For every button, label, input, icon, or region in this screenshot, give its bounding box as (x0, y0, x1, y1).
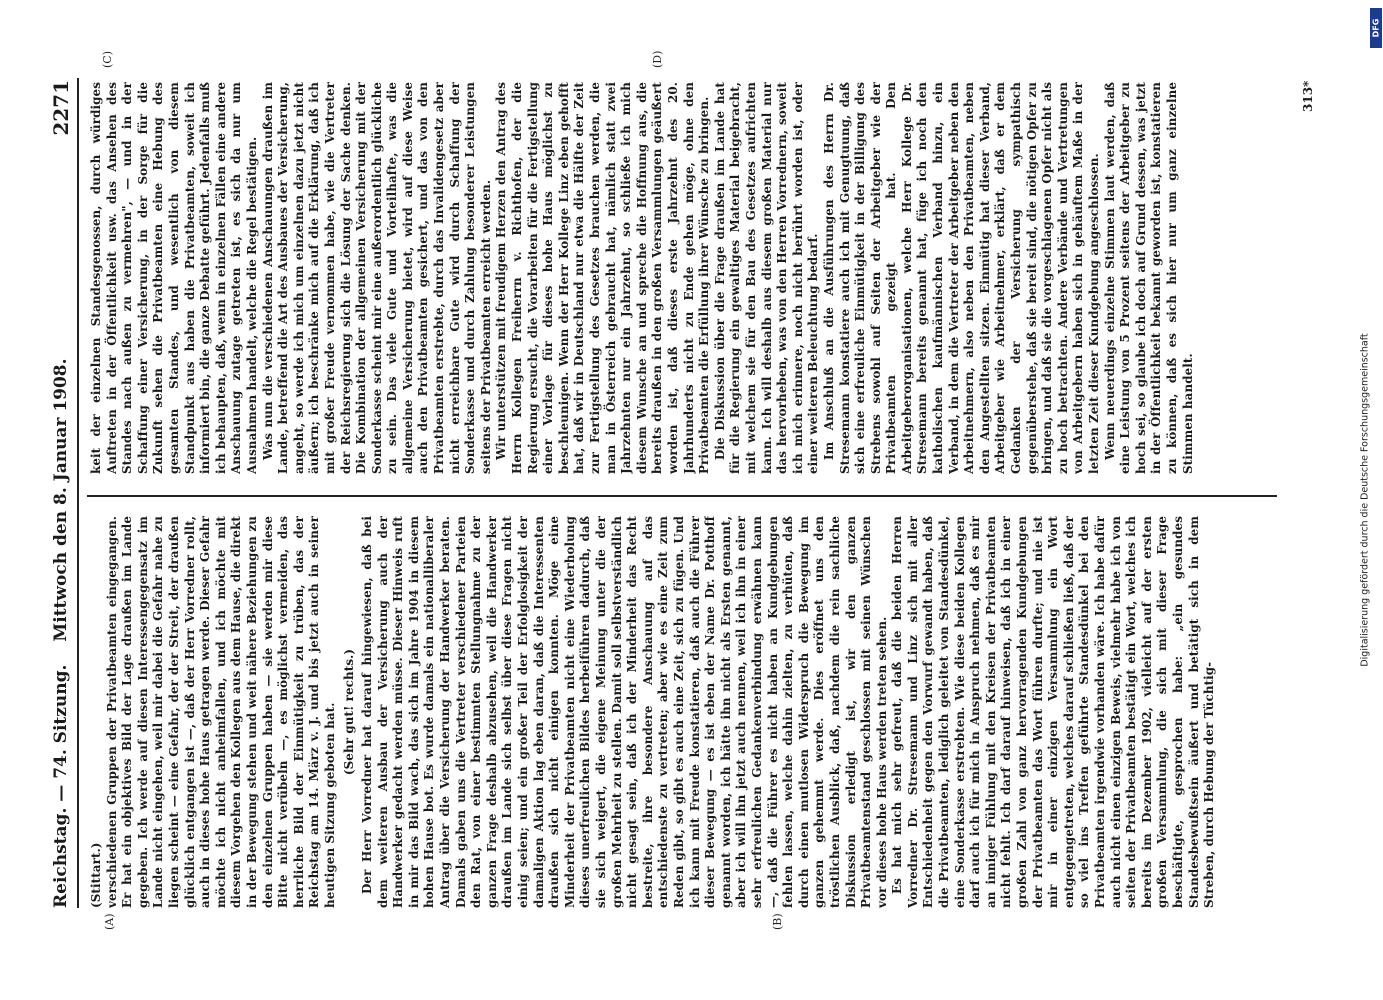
paragraph: keit der einzelnen Standesgenossen, durch würdiges Auftreten in der Öffentlichkeit usw. das Ansehen des Standes nach außen zu vermehren", — und in der Schaffung einer Versicherung, in der Sorge für die Zukunft sehen die Privatbeamten eine Hebung des gesamten Standes, und wesentlich von diesem Standpunkt aus haben die Privatbeamten, soweit ich informiert bin, die ganze Debatte geführt. Jedenfalls muß ich behaupten, daß, wenn in einzelnen Fällen eine andere Anschauung zutage getreten ist, es sich da nur um Ausnahmen handelt, welche die Regel bestätigen. (89, 82, 259, 474)
header-rule (77, 78, 79, 908)
credit-text: Digitalisierung gefördert durch die Deutsche Forschungsgemeinschaft (1359, 333, 1371, 667)
paragraph: Wenn neuerdings einzelne Stimmen laut werden, daß eine Leistung von 5 Prozent seitens der Arbeitgeber zu hoch sei, so glaube ich doch auf Grund dessen, was jetzt in der Öffentlichkeit bekannt geworden ist, konstatieren zu können, daß es sich hier nur um ganz einzelne Stimmen handelt. (1102, 82, 1195, 474)
header-session: Reichstag. — 74. Sitzung. (51, 664, 71, 908)
dfg-logo-text: DFG (1371, 18, 1381, 38)
left-column (89, 516, 1274, 908)
paragraph: Es hat mich sehr gefreut, daß die beiden Herren Vorredner Dr. Stresemann und Linz sich mit aller Entschiedenheit gegen den Vorwurf gewandt haben, daß die Privatbeamten, lediglich geleitet von Standesdünkel, eine Sonderkasse erstrebten. Wie diese beiden Kollegen darf auch ich für mich in Anspruch nehmen, daß es mir an inniger Fühlung mit den Kreisen der Privatbeamten nicht fehlt. Ich darf darauf hinweisen, daß ich in einer großen Zahl von ganz hervorragenden Kundgebungen der Privatbeamten das Wort führen durfte; und nie ist mir in einer einzigen Versammlung ein Wort entgegengetreten, welches darauf schließen ließ, daß der so viel ins Treffen geführte Standesdünkel bei den Privatbeamten irgendwie vorhanden wäre. Ich habe dafür auch nicht einen einzigen Beweis, vielmehr habe ich von seiten der Privatbeamten bestätigt ein Wort, welches ich bereits im Dezember 1902, vielleicht auf der ersten großen Versammlung, die sich mit dieser Frage beschäftigte, gesprochen habe: „ein gesundes Standesbewußtsein äußert und betätigt sich in dem Streben, durch Hebung der Tüchtig- (890, 516, 1217, 908)
margin-marker-d: (D) (651, 50, 664, 68)
paragraph: Im Anschluß an die Ausführungen des Herrn Dr. Stresemann konstatiere auch ich mit Genugtuung, daß sich eine erfreuliche Einmütigkeit in der Billigung des Strebens sowohl auf Seiten der Arbeitgeber wie der Privatbeamten gezeigt hat. Den Arbeitgeberorganisationen, welche Herr Kollege Dr. Stresemann bereits genannt hat, füge ich noch den katholischen kaufmännischen Verband hinzu, ein Verband, in dem die Vertreter der Arbeitgeber neben den Arbeitnehmern, also neben den Privatbeamten, neben den Angestellten sitzen. Einmütig hat dieser Verband, Arbeitgeber wie Arbeitnehmer, erklärt, daß er dem Gedanken der Versicherung sympathisch gegenüberstehe, daß sie bereit sind, die nötigen Opfer zu bringen, und daß sie die vorgeschlagenen Opfer nicht als zu hoch betrachten. Andere Verbände und Vertretungen von Arbeitgebern haben sich in gehäuftem Maße in der letzten Zeit dieser Kundgebung angeschlossen. (821, 82, 1101, 474)
header-page-number: 2271 (49, 80, 73, 136)
paragraph: verschiedenen Gruppen der Privatbeamten eingegangen. Er hat ein objektives Bild der Lage draußen im Lande gegeben. Ich werde auf diesen Interessengegensatz im Lande nicht eingehen, weil mir dabei die Gefahr nahe zu liegen scheint — eine Gefahr, der der Streit, der draußen glücklich entgangen ist —, daß der Herr Vorredner rollt, auch in dieses hohe Haus getragen werde. Dieser Gefahr möchte ich nicht anheimfallen, und ich möchte mit diesem Vorgehen den Kollegen aus dem Hause, die direkt in der Bewegung stehen und weit nähere Beziehungen zu den einzelnen Gruppen haben — sie werden mir diese Bitte nicht verübeln —, es möglichst vermeiden, das herrliche Bild der Einmütigkeit zu trüben, das der Reichstag am 14. März v. J. und bis jetzt auch in seiner heutigen Sitzung geboten hat. (104, 516, 337, 908)
column-divider (87, 495, 1277, 497)
speaker-label: (Stittart.) (89, 842, 103, 908)
paragraph: Was nun die verschiedenen Anschauungen draußen im Lande, betreffend die Art des Ausbaues der Versicherung, angeht, so werde ich mich um einzelnen dazu jetzt nicht äußern; ich beschränke mich auf die Erklärung, daß ich mit großer Freude vernommen habe, wie die Vertreter der Reichsregierung sich die Lösung der Sache denken. Die Kombination der allgemeinen Versicherung mit der Sonderkasse scheint mir eine außerordentlich glückliche zu sein. Das viele Gute und Vorteilhafte, was die allgemeine Versicherung bietet, wird auf diese Weise auch den Privatbeamten gesichert, und das von den Privatbeamten erstrebte, durch das Invalidengesetz aber nicht erreichbare Gute wird durch Schaffung der Sonderkasse und durch Zahlung besonderer Leistungen seitens der Privatbeamten erreicht werden. (260, 82, 493, 474)
paragraph: Die Diskussion über die Frage draußen im Lande hat für die Regierung ein gewaltiges Material beigebracht, mit welchem sie für den Bau des Gesetzes aufrichten kann. Ich will deshalb aus diesem großen Material nur das hervorheben, was von den Herren Vorrednern, soweit ich mich erinnere, noch nicht berührt worden ist, oder einer weiteren Beleuchtung bedarf. (712, 82, 821, 474)
header-date: Mittwoch den 8. Januar 1908. (51, 358, 71, 642)
margin-marker-b: (B) (771, 913, 784, 930)
right-column (89, 82, 1274, 474)
paragraph: Wir unterstützen mit freudigem Herzen den Antrag des Herrn Kollegen Freiherrn v. Richthofen, der die Regierung ersucht, die Vorarbeiten für die Fertigstellung einer Vorlage für dieses hohe Haus möglichst zu beschleunigen. Wenn der Herr Kollege Linz eben gehofft hat, daß wir in Deutschland nur etwa die Hälfte der Zeit zur Fertigstellung des Gesetzes brauchen werden, die man in Österreich gebraucht hat, nämlich statt zwei Jahrzehnten nur ein Jahrzehnt, so schließe ich mich diesem Wunsche an und spreche die Hoffnung aus, die bereits draußen in den großen Versammlungen geäußert worden ist, daß dieses erste Jahrzehnt des 20. Jahrhunderts nicht zu Ende gehen möge, ohne den Privatbeamten die Erfüllung ihrer Wünsche zu bringen. (494, 82, 712, 474)
dfg-logo (1370, 8, 1382, 48)
margin-marker-a: (A) (103, 913, 116, 930)
paragraph: Der Herr Vorredner hat darauf hingewiesen, daß bei dem weiteren Ausbau der Versicherung auch der Handwerker gedacht werden müsse. Dieser Hinweis ruft in mir das Bild wach, das sich im Jahre 1904 in diesem hohen Hause bot. Es wurde damals ein nationalliberaler Antrag über die Versicherung der Handwerker beraten. Damals gaben uns die Vertreter verschiedener Parteien den Rat, von einer bestimmten Stellungnahme zu der ganzen Frage deshalb abzusehen, weil die Handwerker draußen im Lande sich selbst über diese Fragen nicht einig seien; und ein großer Teil der Erfolglosigkeit der damaligen Aktion lag eben daran, daß die Interessenten draußen sich nicht einigen konnten. Möge eine Minderheit der Privatbeamten nicht eine Wiederholung dieses unerfreulichen Bildes herbeiführen dadurch, daß sie sich weigert, die eigene Meinung unter die der großen Mehrheit zu stellen. Damit soll selbstverständlich nicht gesagt sein, daß ich der Minderheit das Recht bestreite, ihre besondere Anschauung auf das entschiedenste zu vertreten; aber wie es eine Zeit zum Reden gibt, so gibt es auch eine Zeit, sich zu fügen. Und ich kann mit Freude konstatieren, daß auch die Führer dieser Bewegung — es ist eben der Name Dr. Potthoff genannt worden, ich hätte ihn nicht als Ersten genannt, aber ich will ihn jetzt auch nennen, weil ich ihn in einer sehr erfreulichen Gedankenverbindung erwähnen kann —, daß die Führer es nicht haben an Kundgebungen fehlen lassen, welche dahin zielten, zu verhüten, daß durch einen mutlosen Widerspruch die Bewegung im ganzen gehemmt werde. Dies eröffnet uns den tröstlichen Ausblick, daß, nachdem die rein sachliche Diskussion erledigt ist, wir den ganzen Privatbeamtenstand geschlossen mit seinen Wünschen vor dieses hohe Haus werden treten sehen. (360, 516, 889, 908)
interjection: (Sehr gut! rechts.) (341, 648, 356, 776)
page-header (47, 30, 75, 970)
rotated-newspaper-page (31, 30, 1351, 970)
margin-marker-c: (C) (101, 51, 114, 68)
footer-page-number: 313* (1301, 80, 1315, 112)
digitization-credit (1358, 20, 1372, 980)
